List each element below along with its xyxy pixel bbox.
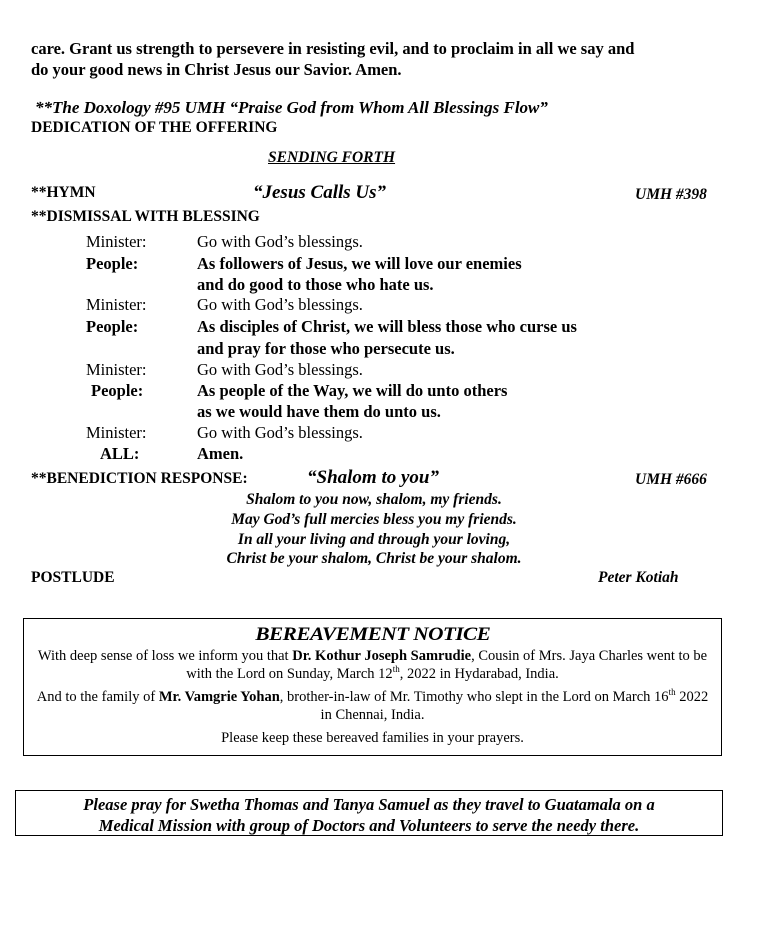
prayer-line-2: Medical Mission with group of Doctors and Volunteers to serve the needy there. [98, 816, 640, 835]
hymn-number: UMH #398 [635, 186, 707, 203]
dismissal-heading: **DISMISSAL WITH BLESSING [31, 208, 260, 225]
benediction-number: UMH #666 [635, 471, 707, 488]
benediction-label: **BENEDICTION RESPONSE: [31, 470, 248, 487]
litany-speaker: People: [86, 317, 139, 336]
deceased-name: Dr. Kothur Joseph Samrudie [292, 648, 472, 664]
prayer-line-1: Please pray for Swetha Thomas and Tanya Samuel as they travel to Guatamala on a [83, 795, 655, 814]
ordinal-suffix: th [668, 687, 676, 698]
notice-text: 2022 in Chennai, India. [320, 689, 709, 723]
litany-line: Go with God’s blessings. [197, 295, 363, 314]
hymn-label: **HYMN [31, 184, 96, 201]
bereavement-paragraph-3: Please keep these bereaved families in your prayers. [221, 730, 524, 746]
litany-line: As people of the Way, we will do unto others [197, 381, 508, 400]
postlude-label: POSTLUDE [31, 569, 115, 586]
litany-speaker: People: [91, 381, 144, 400]
prayer-request-box [15, 790, 723, 836]
litany-speaker: ALL: [100, 444, 140, 463]
litany-line: Go with God’s blessings. [197, 360, 363, 379]
ordinal-suffix: th [392, 663, 400, 674]
litany-speaker: People: [86, 254, 139, 273]
deceased-name: Mr. Vamgrie Yohan [158, 689, 280, 705]
benediction-lyrics [100, 490, 648, 569]
notice-text: , Cousin of Mrs. Jaya Charles went to be with the Lord on Sunday, March 12 [186, 648, 708, 682]
intro-line-2: do your good news in Christ Jesus our Savior. Amen. [31, 60, 402, 79]
lyric-line: May God’s full mercies bless you my friends. [231, 510, 517, 528]
dedication-heading: DEDICATION OF THE OFFERING [31, 119, 278, 136]
bereavement-paragraph-1 [34, 648, 711, 683]
benediction-title: “Shalom to you” [307, 467, 439, 488]
bereavement-title: BEREAVEMENT NOTICE [255, 624, 490, 645]
litany-line: Amen. [197, 444, 244, 463]
litany-line: and pray for those who persecute us. [197, 339, 455, 358]
bereavement-paragraph-2 [34, 689, 711, 724]
litany-line: Go with God’s blessings. [197, 423, 363, 442]
lyric-line: In all your living and through your loving, [237, 530, 511, 548]
litany-line: As followers of Jesus, we will love our enemies [197, 254, 522, 273]
notice-text: , 2022 in Hydarabad, India. [399, 665, 559, 682]
litany-line: and do good to those who hate us. [197, 275, 434, 294]
litany-speaker: Minister: [86, 232, 147, 251]
intro-line-1: care. Grant us strength to persevere in resisting evil, and to proclaim in all we say and [31, 39, 635, 58]
litany-speaker: Minister: [86, 295, 147, 314]
postlude-composer: Peter Kotiah [598, 569, 679, 586]
intro-prayer [31, 38, 634, 80]
doxology-line: **The Doxology #95 UMH “Praise God from Whom All Blessings Flow” [35, 98, 548, 117]
notice-text: With deep sense of loss we inform you that [37, 648, 293, 664]
notice-text: And to the family of [36, 689, 159, 705]
hymn-title: “Jesus Calls Us” [253, 182, 387, 203]
litany-line: Go with God’s blessings. [197, 232, 363, 251]
lyric-line: Christ be your shalom, Christ be your shalom. [226, 550, 522, 568]
litany-speaker: Minister: [86, 423, 147, 442]
litany-speaker: Minister: [86, 360, 147, 379]
notice-text: , brother-in-law of Mr. Timothy who slept in the Lord on March 16 [279, 689, 669, 705]
lyric-line: Shalom to you now, shalom, my friends. [246, 491, 502, 508]
litany-line: as we would have them do unto us. [197, 402, 441, 421]
bereavement-notice-box [23, 618, 722, 756]
sending-forth-heading: SENDING FORTH [268, 149, 396, 166]
litany-line: As disciples of Christ, we will bless those who curse us [197, 317, 577, 336]
